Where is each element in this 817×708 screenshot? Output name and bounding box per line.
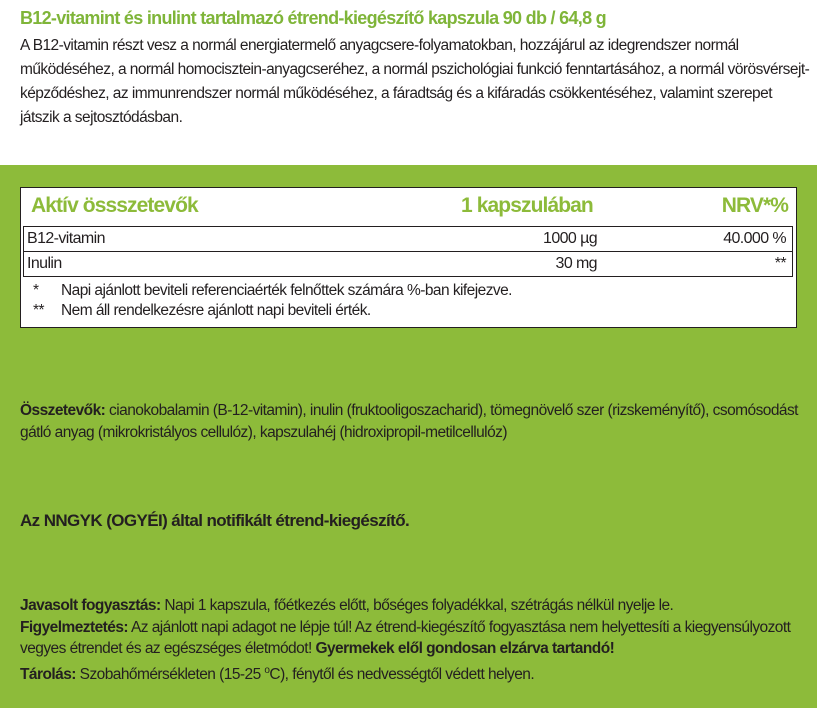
product-title: B12-vitamint és inulint tartalmazó étrend-kiegészítő kapszula 90 db / 64,8 g bbox=[20, 8, 606, 28]
notification-notice: Az NNGYK (OGYÉI) által notifikált étrend-kiegészítő. bbox=[20, 511, 410, 530]
row-name: B12-vitamin bbox=[27, 230, 105, 247]
product-description: A B12-vitamin részt vesz a normál energiatermelő anyagcsere-folyamatokban, hozzájárul az idegrendszer normál működéséhez, a normál homocisztein-anyagcseréhez, a normál pszichológiai funkció fenntartásához, a normál vörösvérsejt-képződéshez, az immunrendszer normál működéséhez, a fáradtság és a kifáradás csökkentéséhez, valamint szerepet játszik a sejtosztódásban. bbox=[20, 37, 810, 126]
ingredients-text bbox=[20, 400, 810, 443]
footnote-text: Napi ajánlott beviteli referenciaérték felnőttek számára %-ban kifejezve. bbox=[61, 282, 512, 299]
storage-value: Szobahőmérsékleten (15-25 bbox=[75, 665, 265, 683]
row-name: Inulin bbox=[27, 255, 62, 272]
nutrition-table bbox=[20, 187, 797, 328]
header-nrv: NRV*% bbox=[721, 194, 788, 217]
row-amount: 30 mg bbox=[555, 255, 597, 272]
storage-text bbox=[20, 660, 810, 686]
footnote-mark: ** bbox=[33, 302, 44, 319]
footnote-text: Nem áll rendelkezésre ajánlott napi beviteli érték. bbox=[61, 302, 371, 319]
warning-text bbox=[20, 617, 810, 660]
storage-value-end: C), fénytől és nedvességtől védett helyen. bbox=[269, 665, 535, 683]
footnote bbox=[33, 282, 512, 300]
ingredients-list: cianokobalamin (B-12-vitamin), inulin (fruktooligoszacharid), tömegnövelő szer (rizskeményítő), csomósodást gátló anyag (mikrokristályos cellulóz), kapszulahéj (hidroxipropil-metilcellulóz) bbox=[20, 402, 798, 441]
row-amount: 1000 µg bbox=[543, 230, 597, 247]
usage-label: Javasolt fogyasztás: bbox=[20, 597, 161, 614]
row-nrv: 40.000 % bbox=[723, 230, 786, 247]
warning-value: Az ajánlott napi adagot ne lépje túl! Az étrend-kiegészítő fogyasztása nem helyettesíti a kiegyensúlyozott vegyes étrendet és az egészséges életmódot! bbox=[20, 618, 791, 657]
usage-value: Napi 1 kapszula, főétkezés előtt, bőséges folyadékkal, szétrágás nélkül nyelje le. bbox=[160, 597, 674, 614]
table-row bbox=[23, 251, 793, 277]
header-per-capsule: 1 kapszulában bbox=[461, 194, 593, 217]
footnote bbox=[33, 302, 371, 320]
ingredients-label: Összetevők: bbox=[20, 402, 106, 419]
warning-label: Figyelmeztetés: bbox=[20, 618, 129, 636]
header-section bbox=[0, 0, 817, 165]
usage-section bbox=[20, 595, 810, 685]
row-nrv: ** bbox=[774, 255, 786, 272]
footnote-mark: * bbox=[33, 282, 39, 299]
storage-label: Tárolás: bbox=[20, 665, 76, 683]
degree-mark: o bbox=[264, 664, 270, 676]
header-ingredients: Aktív össszetevők bbox=[31, 194, 198, 217]
table-row bbox=[23, 226, 793, 252]
warning-bold: Gyermekek elől gondosan elzárva tartandó! bbox=[315, 640, 615, 657]
usage-text bbox=[20, 595, 810, 617]
